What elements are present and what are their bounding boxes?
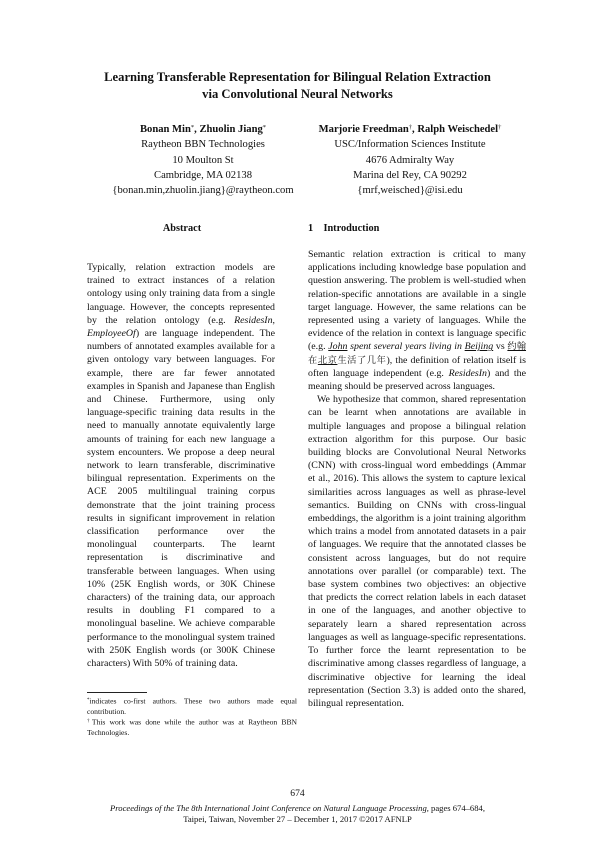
introduction-heading: 1 Introduction	[308, 223, 380, 234]
author-address: 10 Moulton St	[172, 154, 234, 166]
footnote-divider	[87, 692, 147, 693]
author-name: Zhuolin Jiang	[199, 124, 263, 135]
author-names-right	[290, 120, 530, 137]
proceedings-location: Taipei, Taiwan, November 27 – December 1, 2017	[183, 813, 360, 824]
author-block-right	[290, 120, 530, 198]
proceedings-footer	[60, 803, 535, 825]
example-text-zh: 生活了几年	[337, 354, 387, 366]
author-mark: *	[190, 124, 195, 131]
intro-text-part: ), the definition of relation itself is often language independent (e.g.	[308, 354, 526, 379]
footnote-mark: †	[87, 718, 92, 724]
paper-title	[60, 69, 535, 102]
example-sentence	[328, 341, 493, 352]
footnote-2	[87, 717, 297, 738]
author-separator: ,	[412, 124, 418, 135]
author-mark: †	[498, 124, 502, 131]
abstract-text-part: Typically, relation extraction models are trained to extract instances of a relation ontology using only training data from a single language. However, the concepts represented by the relation ontology (e.g.	[87, 262, 275, 326]
title-line-1: Learning Transferable Representation for Bilingual Relation Extraction	[104, 70, 491, 84]
relation-name: EmployeeOf	[87, 328, 136, 340]
footnote-mark: *	[87, 698, 90, 703]
title-line-2: via Convolutional Neural Networks	[202, 86, 393, 101]
footnote-text: This work was done while the author was at Raytheon BBN Technologies.	[87, 717, 298, 737]
proceedings-line-2	[60, 814, 535, 825]
proceedings-venue: Proceedings of the The 8th International Joint Conference on Natural Language Processing	[110, 803, 427, 813]
introduction-text	[308, 248, 526, 710]
relation-name: ResidesIn	[234, 314, 273, 326]
example-entity: Beijing	[464, 341, 494, 353]
page-number: 674	[290, 788, 305, 799]
example-text-zh: 在	[308, 354, 318, 366]
author-name: Ralph Weischedel	[417, 124, 499, 135]
abstract-heading: Abstract	[162, 223, 202, 234]
author-address: Cambridge, MA 02138	[154, 169, 252, 181]
author-email: {bonan.min,zhuolin.jiang}@raytheon.com	[112, 185, 294, 197]
author-name: Bonan Min	[139, 124, 191, 135]
abstract-text-part: ) are language independent. The numbers of annotated examples available for a given ontology vary between languages. For example, there are far fewer annotated examples in Spanish and Japanese than English and Chinese. Furthermore, using only language-specific training data results in the need to manually annotate equivalently large amounts of training for each new language a system encounters. We propose a deep neural network to learn transferable, discriminative bilingual representation. Experiments on the ACE 2005 multilingual training corpus demonstrate that the joint training process results in significant improvement in relation classification performance over the monolingual counterparts. The learnt representation is discriminative and transferable between languages. When using 10% (25K English words, or 30K Chinese characters) of the training data, our approach results in doubling F1 compared to a monolingual baseline. We achieve comparable performance to the monolingual system trained with 250K English words (or 300K Chinese characters) With 50% of training data.	[87, 328, 275, 670]
author-email: {mrf,weisched}@isi.edu	[357, 185, 463, 197]
intro-text-part: vs	[493, 341, 508, 353]
proceedings-line-1	[60, 803, 535, 814]
footnotes	[87, 696, 297, 738]
author-separator: ,	[194, 124, 200, 135]
author-name: Marjorie Freedman	[318, 124, 409, 135]
relation-name: ResidesIn	[448, 367, 487, 379]
example-entity: John	[328, 341, 348, 353]
author-address: 4676 Admiralty Way	[365, 154, 455, 166]
author-mark: †	[408, 124, 413, 131]
abstract-text	[87, 261, 275, 670]
footnote-text: indicates co-first authors. These two authors made equal contribution.	[87, 696, 297, 716]
author-affiliation: Raytheon BBN Technologies	[141, 139, 265, 151]
intro-text-part: ) and the meaning should be preserved across languages.	[308, 367, 526, 393]
author-mark: *	[262, 124, 267, 131]
copyright-symbol: ©	[359, 813, 366, 824]
intro-paragraph-1	[308, 248, 526, 393]
footnote-1	[87, 696, 297, 717]
abstract-text-part: ,	[272, 314, 275, 326]
intro-text-part: Semantic relation extraction is critical to many applications including knowledge base population and question answering. The problem is well-studied when relation-specific annotations are available in a single target language. However, the same relations can be represented using a variety of languages. While the evidence of the relation in context is language specific (e.g.	[308, 249, 526, 353]
proceedings-pages: , pages 674–684,	[426, 803, 485, 813]
author-address: Marina del Rey, CA 90292	[353, 169, 467, 181]
intro-paragraph-2: We hypothesize that common, shared representation can be learnt when annotations are available in multiple languages and propose a bilingual relation extraction algorithm for this purpose. Our basic building blocks are Convolutional Neural Networks (CNN) with cross-lingual word embeddings (Ammar et al., 2016). This allows the system to capture lexical similarities across languages as well as phrase-level semantics. Building on CNNs with cross-lingual embeddings, the algorithm is a joint training algorithm which trains a model from annotated datasets in a pair of languages. We require that the annotated classes be consistent across languages, but do not require annotations over parallel (or comparable) text. The base system combines two objectives: an objective that predicts the correct relation labels in each dataset in one of the languages, and another objective to separately learn a shared representation across languages as well as language-specific representations. To further force the learnt representation to be discriminative among classes regardless of language, a discriminative objective for learning the ideal representation (Section 3.3) is added onto the shared, bilingual representation.	[308, 394, 526, 709]
example-entity-zh: 北京	[317, 354, 338, 366]
example-entity-zh: 约翰	[507, 341, 527, 353]
proceedings-copyright: 2017 AFNLP	[365, 813, 412, 824]
author-affiliation: USC/Information Sciences Institute	[334, 139, 486, 151]
example-text: spent several years living in	[347, 341, 465, 353]
